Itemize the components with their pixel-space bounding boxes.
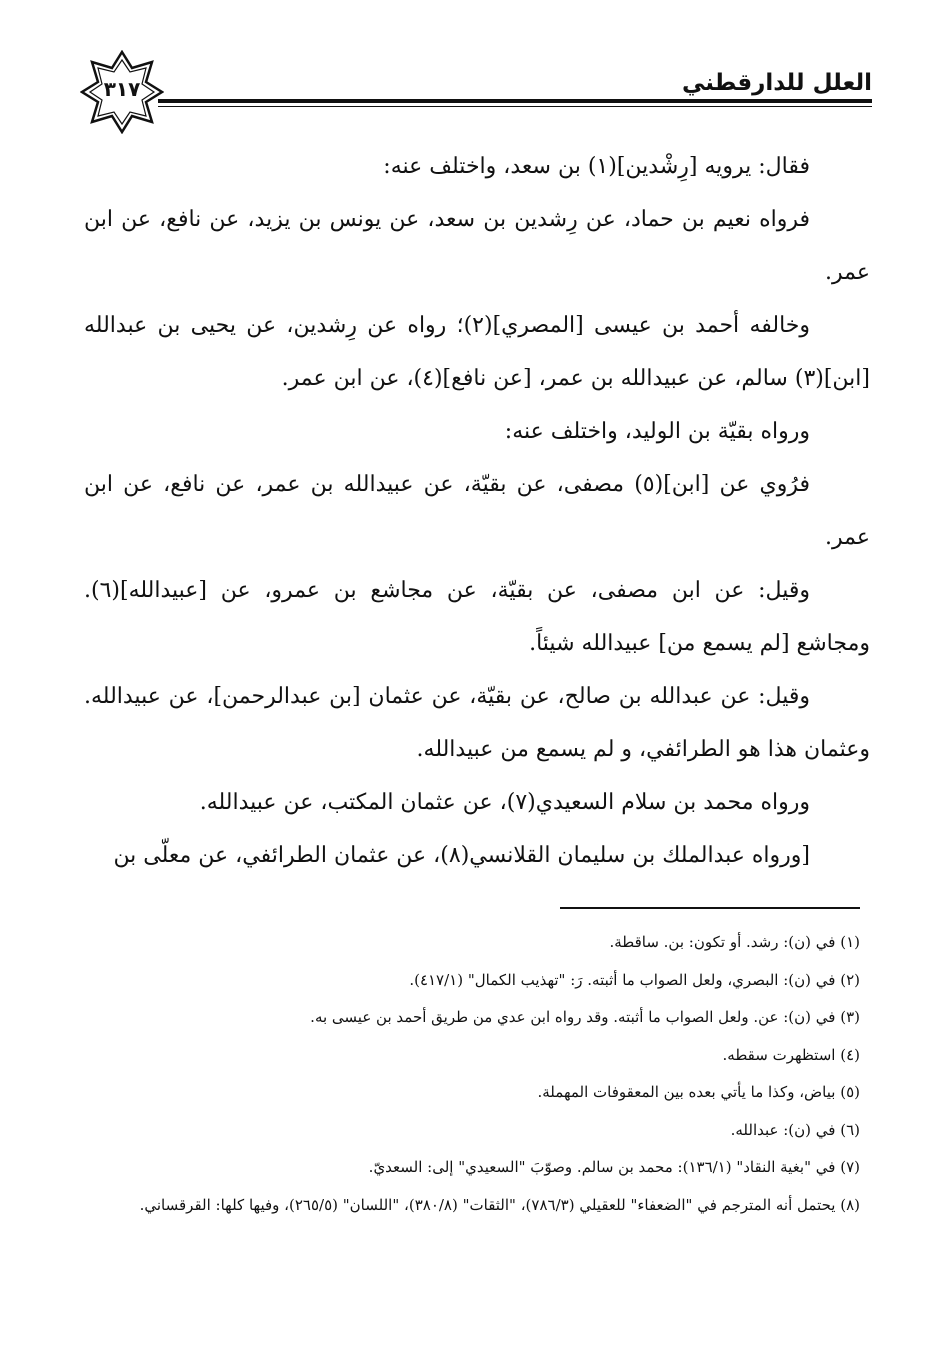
- footnote-separator: [560, 907, 860, 909]
- book-title: العلل للدارقطني: [682, 70, 872, 96]
- footnote: (٤) استظهرت سقطه.: [722, 1045, 860, 1064]
- footnote: (٥) بياض، وكذا ما يأتي بعده بين المعقوفات المهملة.: [537, 1083, 860, 1101]
- main-text: [84, 140, 870, 882]
- footnotes: [139, 924, 860, 1224]
- footnote: (٧) في "بغية النقاد" (١٣٦/١): محمد بن سالم. وصوّبَ "السعيدي" إلى: السعديّ.: [368, 1158, 860, 1176]
- page-number-badge: [80, 50, 164, 134]
- paragraph: فرواه نعيم بن حماد، عن رِشدين بن سعد، عن يونس بن يزيد، عن نافع، عن ابن عمر.: [84, 207, 870, 285]
- header-rule-thick: [158, 99, 872, 103]
- header-rule-thin: [158, 106, 872, 107]
- page-number: ٣١٧: [103, 77, 141, 101]
- footnote: (١) في (ن): رشد. أو تكون: بن. ساقطة.: [609, 933, 860, 951]
- footnote: (٦) في (ن): عبدالله.: [730, 1120, 860, 1139]
- paragraph: فرُوي عن [ابن](٥) مصفى، عن بقيّة، عن عبيدالله بن عمر، عن نافع، عن ابن عمر.: [84, 472, 870, 550]
- footnote: (٨) يحتمل أنه المترجم في "الضعفاء" للعقيلي (٧٨٦/٣)، "الثقات" (٣٨٠/٨)، "اللسان" (٢٦٥/٥)، وفيها كلها: القرقساني.: [139, 1195, 860, 1214]
- paragraph: فقال: يرويه [رِشْدين](١) بن سعد، واختلف عنه:: [383, 154, 810, 179]
- paragraph: وخالفه أحمد بن عيسى [المصري](٢)؛ رواه عن رِشدين، عن يحيى بن عبدالله [ابن](٣) سالم، عن عبيدالله بن عمر، [عن نافع](٤)، عن ابن عمر.: [84, 313, 870, 391]
- paragraph: وقيل: عن ابن مصفى، عن بقيّة، عن مجاشع بن عمرو، عن [عبيدالله](٦). ومجاشع [لم يسمع من] عبيدالله شيئاً.: [84, 578, 870, 656]
- paragraph: ورواه بقيّة بن الوليد، واختلف عنه:: [504, 419, 810, 444]
- footnote: (٣) في (ن): عن. ولعل الصواب ما أثبته. وقد رواه ابن عدي من طريق أحمد بن عيسى به.: [310, 1008, 860, 1026]
- paragraph: وقيل: عن عبدالله بن صالح، عن بقيّة، عن عثمان [بن عبدالرحمن]، عن عبيدالله. وعثمان هذا هو الطرائفي، و لم يسمع من عبيدالله.: [84, 684, 870, 762]
- paragraph: [ورواه عبدالملك بن سليمان القلانسي(٨)، عن عثمان الطرائفي، عن معلّى بن: [113, 843, 810, 868]
- page-header: [70, 50, 872, 130]
- paragraph: ورواه محمد بن سلام السعيدي(٧)، عن عثمان المكتب، عن عبيدالله.: [199, 790, 810, 815]
- footnote: (٢) في (ن): البصري، ولعل الصواب ما أثبته. رَ: "تهذيب الكمال" (٤١٧/١).: [409, 970, 860, 989]
